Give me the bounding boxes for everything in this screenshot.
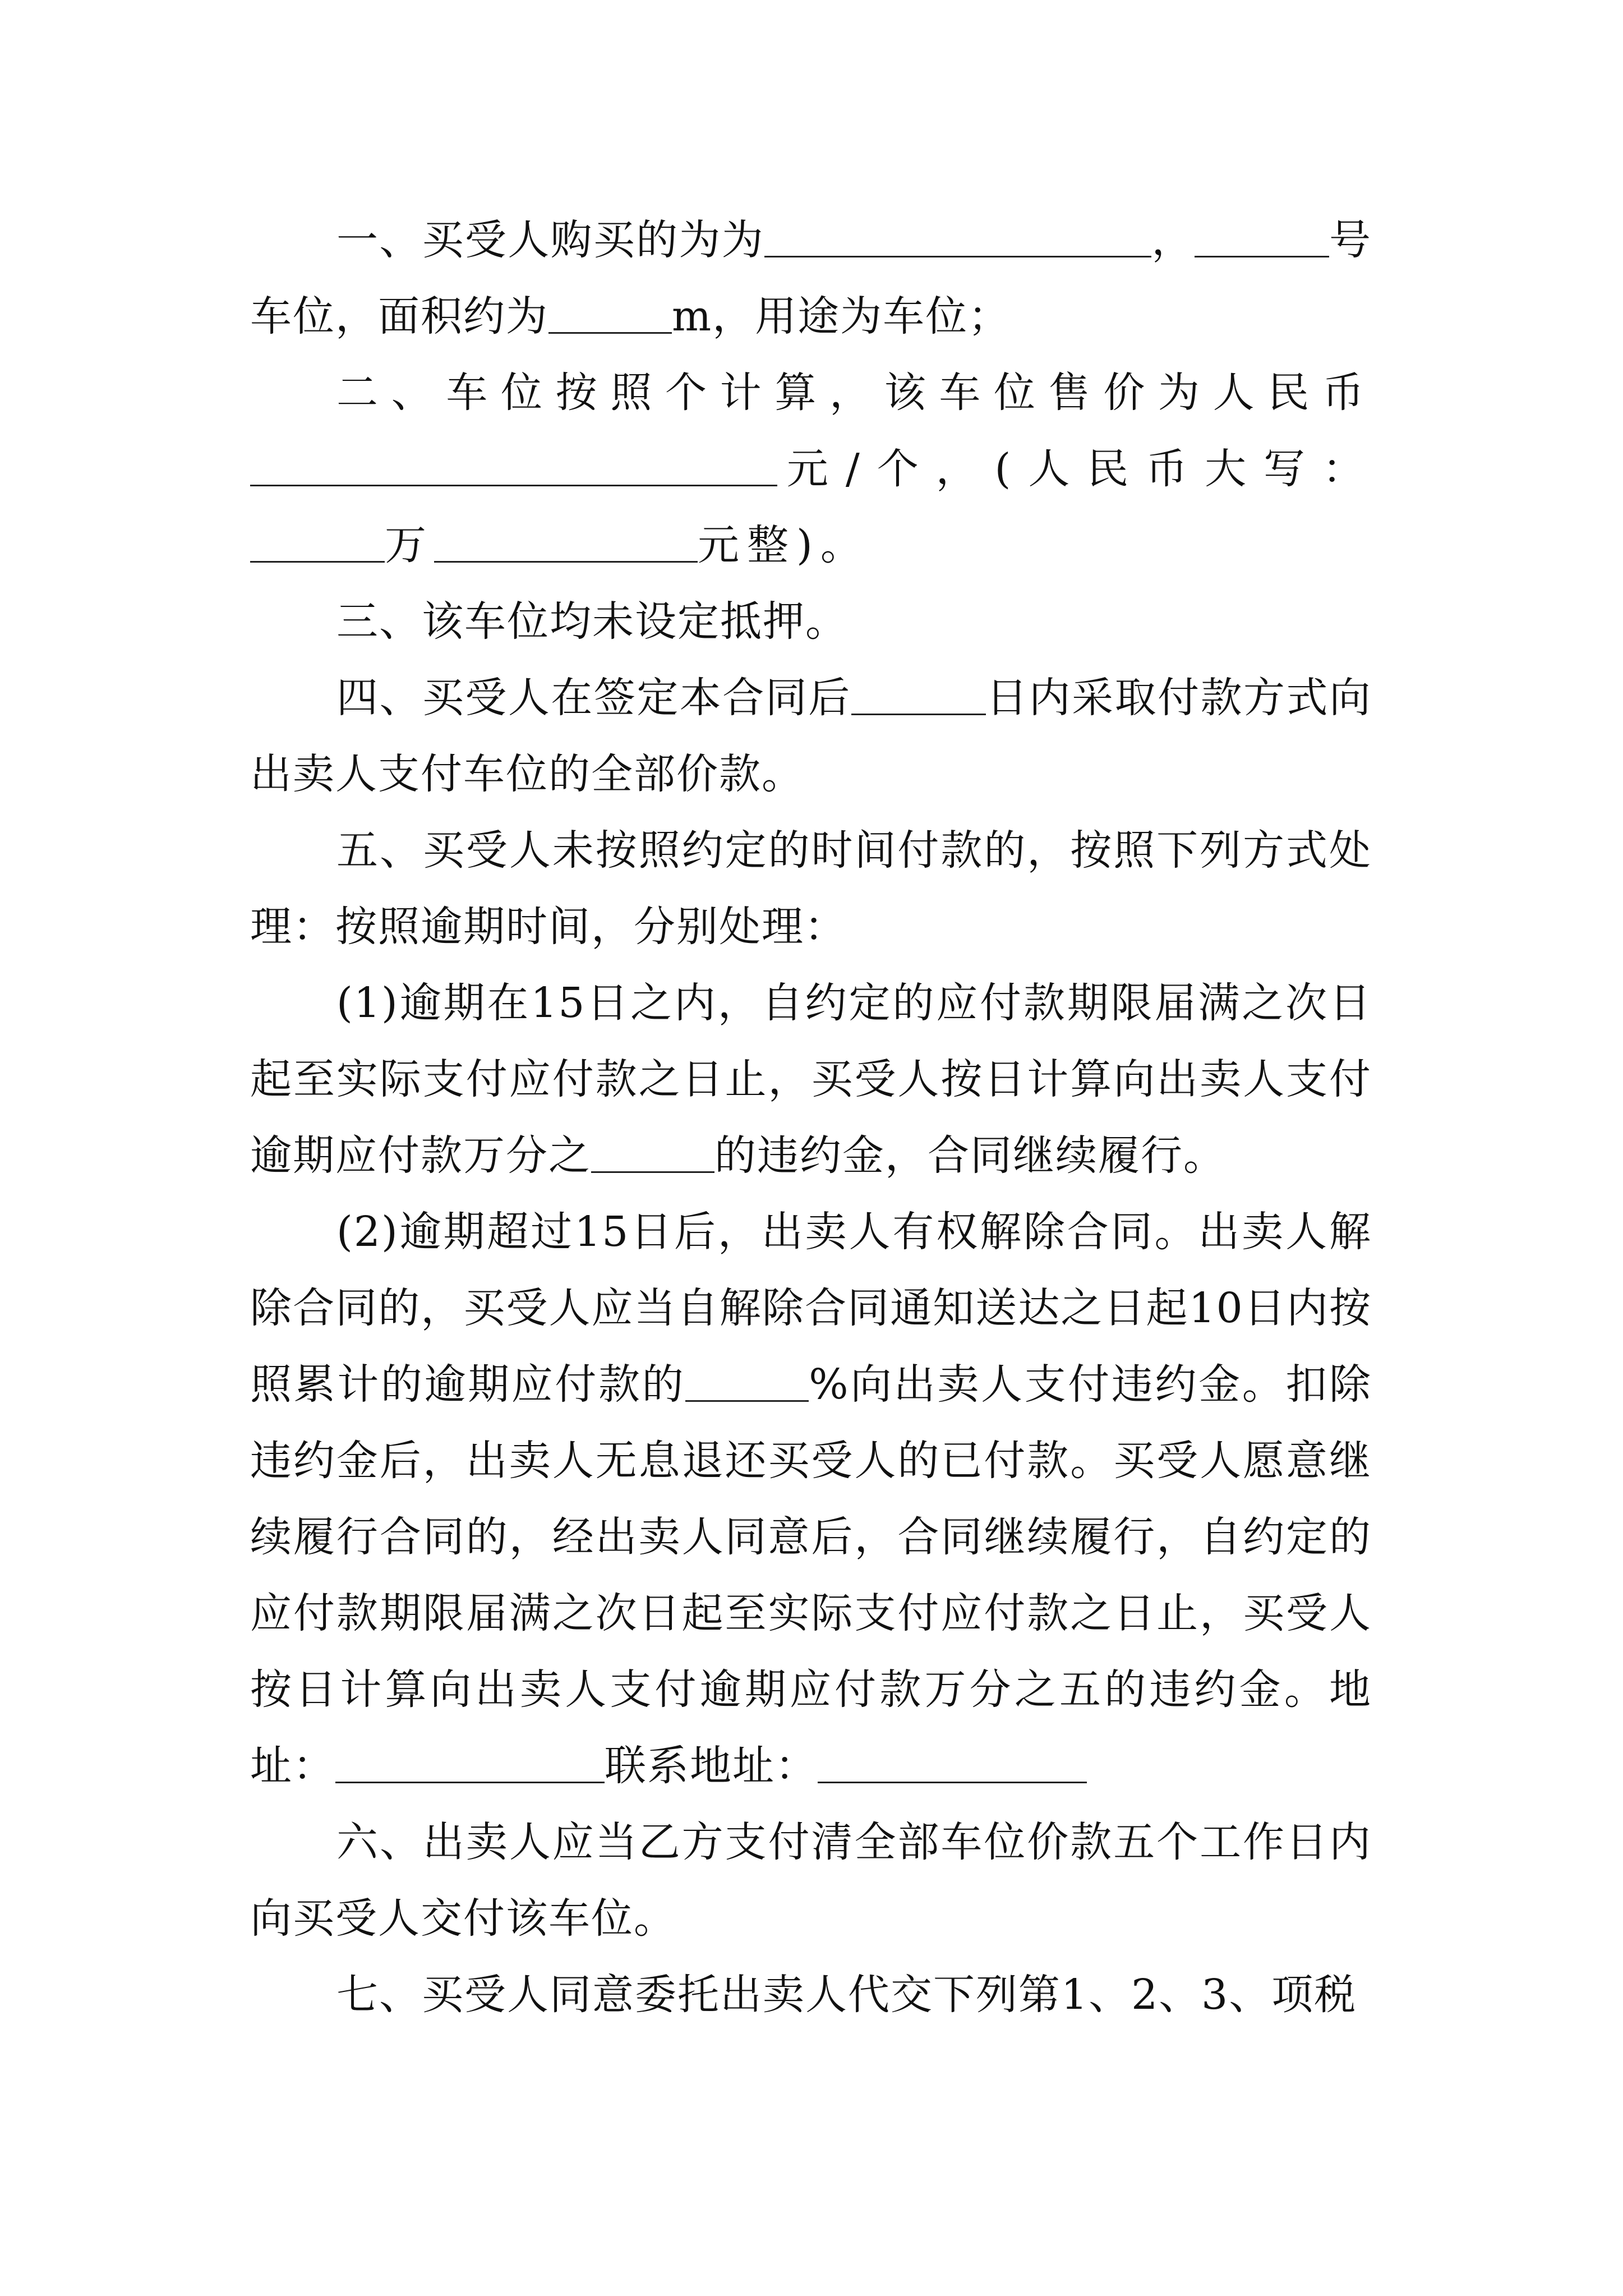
penalty-percent-blank (685, 1358, 809, 1402)
clause-7 (250, 1957, 1372, 2033)
document-body (250, 202, 1372, 2033)
clause-5-text: 五、买受人未按照约定的时间付款的，按照下列方式处理：按照逾期时间，分别处理： (250, 826, 1372, 951)
clause-2-text-c: 万 (385, 521, 434, 569)
payment-days-blank (851, 671, 986, 715)
clause-5 (250, 812, 1372, 965)
clause-1-text-a: 一、买受人购买的为为 (336, 216, 765, 264)
clause-5-item-2-text-a: (2)逾期超过15日后，出卖人有权解除合同。出卖人解除合同的，买受人应当自解除合同通知送达之日起10日内按照累计的逾期应付款的 (250, 1208, 1372, 1409)
price-upper-wan-blank (250, 518, 385, 563)
clause-4-text-a: 四、买受人在签定本合同后 (336, 674, 851, 722)
area-blank (548, 289, 672, 334)
clause-2 (250, 355, 1372, 583)
clause-5-item-2 (250, 1194, 1372, 1804)
clause-5-item-2-text-b: %向出卖人支付违约金。扣除违约金后，出卖人无息退还买受人的已付款。买受人愿意继续履行合同的，经出卖人同意后，合同继续履行，自约定的应付款期限届满之次日起至实际支付应付款之日止，买受人按日计算向出卖人支付逾期应付款万分之五的违约金。地址： (250, 1360, 1372, 1790)
clause-4-text-b: 日内采取付款方式向出卖人支付车位的全部价款。 (250, 674, 1372, 798)
contact-address-blank (818, 1739, 1087, 1783)
clause-3-text: 三、该车位均未设定抵押。 (336, 597, 848, 646)
clause-5-item-2-text-c: 联系地址： (605, 1742, 818, 1790)
parking-location-blank (764, 213, 1151, 257)
penalty-rate-blank (591, 1129, 714, 1173)
clause-2-text-a: 二、车位按照个计算，该车位售价为人民币 (336, 369, 1372, 417)
price-blank (250, 442, 777, 486)
clause-6 (250, 1804, 1372, 1957)
clause-2-text-d: 元整)。 (698, 521, 870, 569)
clause-2-text-b: 元/个，(人民币大写： (777, 445, 1372, 493)
clause-5-item-1-text-a: (1)逾期在15日之内，自约定的应付款期限届满之次日起至实际支付应付款之日止，买受人按日计算向出卖人支付逾期应付款万分之 (250, 979, 1372, 1180)
clause-3 (250, 583, 1372, 660)
clause-7-text: 七、买受人同意委托出卖人代交下列第1、2、3、项税 (336, 1971, 1357, 2019)
address-blank (335, 1739, 605, 1783)
clause-1-text-c: 号车位，面积约为 (250, 216, 1372, 341)
clause-1 (250, 202, 1372, 355)
clause-6-text: 六、出卖人应当乙方支付清全部车位价款五个工作日内向买受人交付该车位。 (250, 1818, 1372, 1943)
clause-5-item-1-text-b: 的违约金，合同继续履行。 (714, 1131, 1226, 1180)
clause-1-text-b: ， (1151, 216, 1195, 264)
price-upper-yuan-blank (434, 518, 698, 563)
clause-5-item-1 (250, 965, 1372, 1194)
clause-1-text-d: m，用途为车位； (672, 292, 1011, 341)
space-number-blank (1195, 213, 1329, 257)
clause-4 (250, 660, 1372, 812)
